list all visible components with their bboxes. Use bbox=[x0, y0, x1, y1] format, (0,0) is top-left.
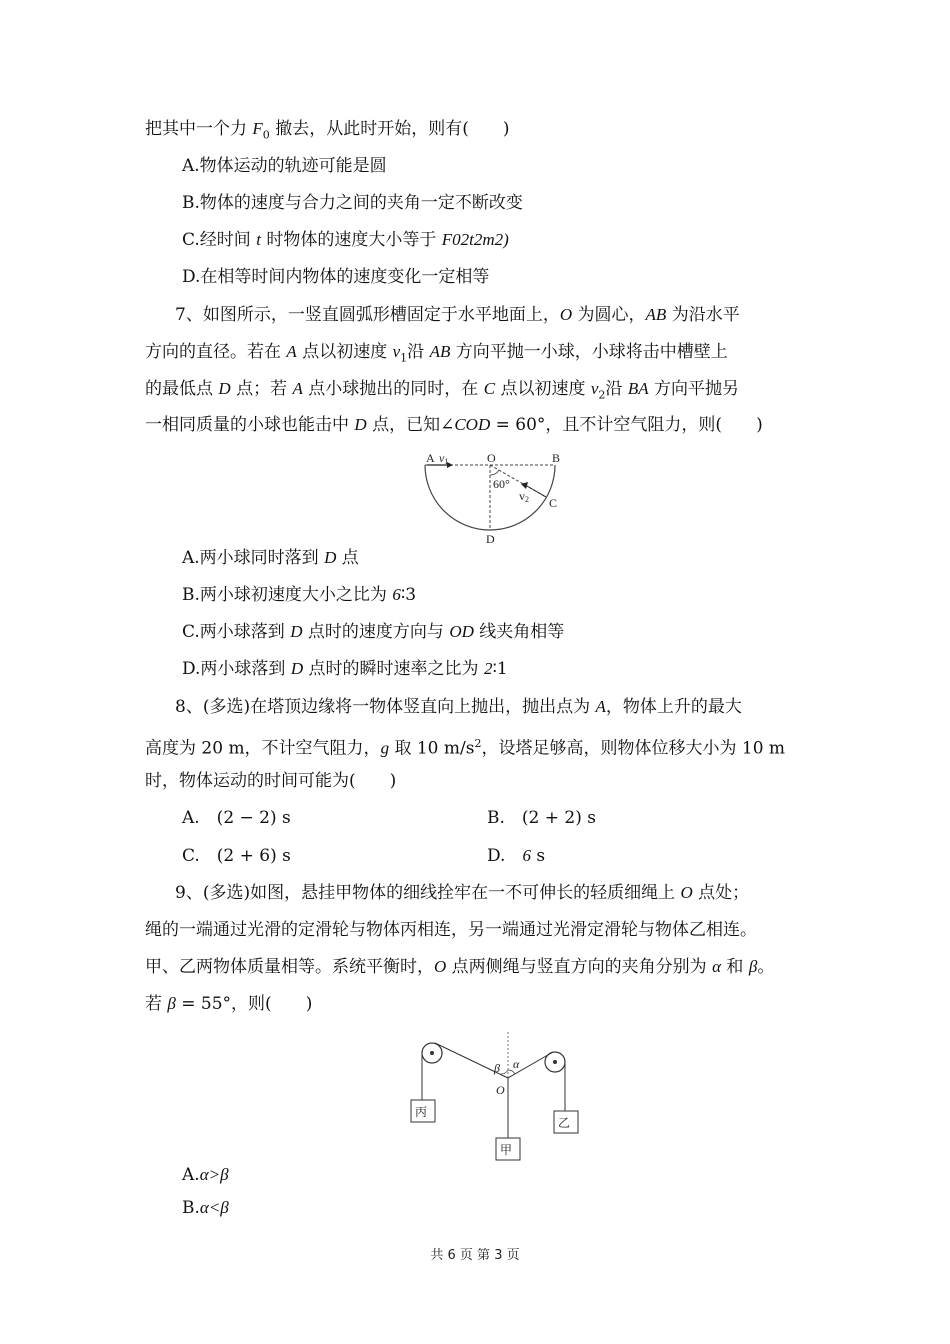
q7-option-c: C.两小球落到 D 点时的速度方向与 OD 线夹角相等 bbox=[182, 622, 565, 642]
q7-option-a: A.两小球同时落到 D 点 bbox=[182, 548, 359, 568]
point-a-label: A bbox=[426, 451, 435, 465]
q9-pulley-figure bbox=[405, 1032, 595, 1167]
q7-stem-line3: 的最低点 D 点；若 A 点小球抛出的同时，在 C 点以初速度 $v_2$沿 BA 方向平抛另 bbox=[145, 379, 739, 402]
point-o-label: O bbox=[496, 1083, 505, 1097]
box-jia-label: 甲 bbox=[500, 1143, 513, 1157]
q6-option-d: D.在相等时间内物体的速度变化一定相等 bbox=[182, 267, 490, 287]
point-o-label: O bbox=[487, 451, 496, 465]
q8-option-b: B. (2 + 2) s bbox=[487, 808, 596, 828]
q8-stem-line3: 时，物体运动的时间可能为( ) bbox=[145, 771, 397, 791]
v2-arrow-shaft bbox=[527, 486, 546, 497]
angle-arc bbox=[490, 470, 499, 475]
angle-60-label: 60° bbox=[493, 477, 510, 491]
q7-stem-line1: 7、如图所示，一竖直圆弧形槽固定于水平地面上，O 为圆心，AB 为沿水平 bbox=[175, 305, 740, 325]
v1-label: v1 bbox=[439, 451, 449, 466]
right-pulley-axle bbox=[553, 1060, 557, 1064]
beta-label: β bbox=[494, 1061, 500, 1075]
point-d-label: D bbox=[486, 532, 495, 546]
q8-option-d: D. 6 s bbox=[487, 846, 546, 866]
left-pulley-axle bbox=[430, 1051, 434, 1055]
q9-stem-line3: 甲、乙两物体质量相等。系统平衡时，O 点两侧绳与竖直方向的夹角分别为 α 和 β。 bbox=[145, 957, 775, 977]
q9-option-a: A.α>β bbox=[182, 1165, 229, 1185]
q7-stem-line4: 一相同质量的小球也能击中 D 点，已知∠COD = 60°，且不计空气阻力，则( ) bbox=[145, 415, 763, 435]
q9-stem-line4: 若 β = 55°，则( ) bbox=[145, 994, 313, 1014]
q7-semicircle-figure bbox=[415, 450, 575, 550]
alpha-label: α bbox=[513, 1057, 520, 1071]
v2-label: v2 bbox=[519, 489, 529, 504]
q8-option-a: A. (2 − 2) s bbox=[182, 808, 291, 828]
page-footer: 共 6 页 第 3 页 bbox=[430, 1248, 520, 1263]
q6-option-b: B.物体的速度与合力之间的夹角一定不断改变 bbox=[182, 193, 523, 213]
q7-option-b: B.两小球初速度大小之比为 6∶3 bbox=[182, 585, 417, 605]
q8-stem-line1: 8、(多选)在塔顶边缘将一物体竖直向上抛出，抛出点为 A，物体上升的最大 bbox=[175, 697, 742, 717]
q8-stem-line2: 高度为 20 m，不计空气阻力，g 取 10 $m/s^2$，设塔足够高，则物体位移大小为 10 m bbox=[145, 737, 786, 759]
q6-option-c: C.经时间 t 时物体的速度大小等于 F02t2m2) bbox=[182, 230, 509, 250]
q9-stem-line2: 绳的一端通过光滑的定滑轮与物体丙相连，另一端通过光滑定滑轮与物体乙相连。 bbox=[145, 920, 757, 940]
q6-stem: 把其中一个力 $F_0$ 撤去，从此时开始，则有( ) bbox=[145, 119, 510, 142]
angle-beta-arc bbox=[501, 1070, 508, 1074]
box-yi-label: 乙 bbox=[558, 1116, 571, 1130]
q8-option-c: C. (2 + 6) s bbox=[182, 846, 291, 866]
point-b-label: B bbox=[552, 451, 561, 465]
q7-stem-line2: 方向的直径。若在 A 点以初速度 $v_1$沿 AB 方向平抛一小球，小球将击中槽壁上 bbox=[145, 342, 728, 365]
q6-option-a: A.物体运动的轨迹可能是圆 bbox=[182, 156, 387, 176]
q9-stem-line1: 9、(多选)如图，悬挂甲物体的细线拴牢在一不可伸长的轻质细绳上 O 点处； bbox=[175, 883, 750, 903]
q9-option-b: B.α<β bbox=[182, 1198, 229, 1218]
q7-option-d: D.两小球落到 D 点时的瞬时速率之比为 2∶1 bbox=[182, 659, 508, 679]
point-c-label: C bbox=[549, 496, 558, 510]
box-bing-label: 丙 bbox=[415, 1105, 428, 1119]
